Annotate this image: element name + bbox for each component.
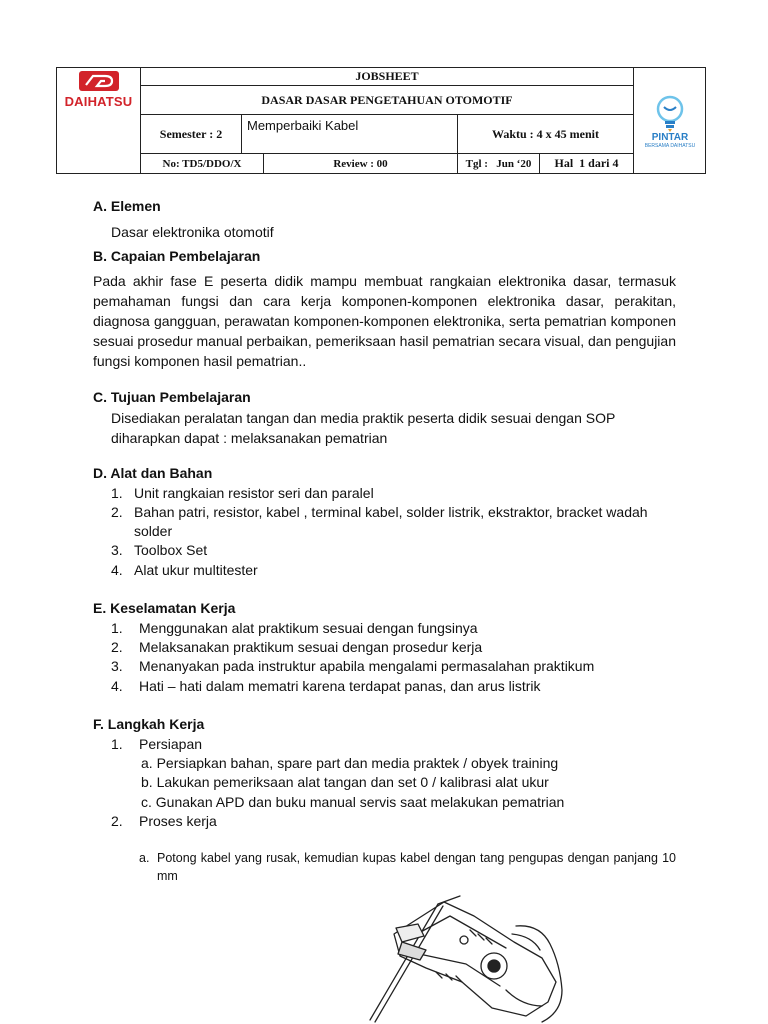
brand-logo-text: DAIHATSU (64, 94, 133, 109)
list-item: Bahan patri, resistor, kabel , terminal kabel, solder listrik, ekstraktor, bracket wadah solder (134, 504, 648, 539)
list-item-number: 1. (111, 620, 123, 636)
section-f-title: F. Langkah Kerja (93, 716, 205, 732)
step-label: Proses kerja (139, 813, 217, 829)
pintar-logo (634, 68, 706, 174)
lightbulb-icon (652, 94, 688, 134)
sub-step: c. Gunakan APD dan buku manual servis saat melakukan pematrian (141, 794, 565, 810)
daihatsu-logo (57, 68, 140, 174)
step-label: Persiapan (139, 736, 203, 752)
section-a-title: A. Elemen (93, 198, 161, 214)
list-item-number: 2. (111, 504, 123, 520)
daihatsu-logo-icon (77, 70, 121, 92)
time: Waktu : 4 x 45 menit (491, 126, 599, 141)
review: Review : 00 (333, 157, 388, 170)
header-table (56, 67, 706, 174)
partner-logo-sub: BERSAMA DAIHATSU (644, 142, 696, 149)
partner-logo-text: PINTAR (651, 131, 689, 143)
list-item: Unit rangkaian resistor seri dan paralel (134, 485, 374, 501)
section-e-title: E. Keselamatan Kerja (93, 600, 236, 616)
list-item: Menanyakan pada instruktur apabila mengalami permasalahan praktikum (139, 658, 595, 674)
sub-step: b. Lakukan pemeriksaan alat tangan dan set 0 / kalibrasi alat ukur (141, 774, 549, 790)
list-item-number: 3. (111, 542, 123, 558)
section-b-text: Pada akhir fase E peserta didik mampu membuat rangkaian elektronika dasar, termasuk pemahaman fungsi dan cara kerja komponen-komponen elektronika dasar, perakitan, diagnosa gangguan, perawatan komponen-komponen elektronika, serta pematrian komponen sesuai prosedur manual perbaikan, pemeriksaan hasil pematrian secara visual, dan pengujian fungsi komponen hasil pematrian.. (93, 273, 676, 369)
section-c-title: C. Tujuan Pembelajaran (93, 389, 251, 405)
course-title: DASAR DASAR PENGETAHUAN OTOMOTIF (261, 92, 513, 107)
wire-stripper-illustration (366, 890, 566, 1024)
list-item-number: 4. (111, 562, 123, 578)
list-item-number: 1. (111, 485, 123, 501)
list-item: Hati – hati dalam mematri karena terdapat panas, dan arus listrik (139, 678, 541, 694)
step-number: 2. (111, 813, 123, 829)
list-item: Alat ukur multitester (134, 562, 258, 578)
topic: Memperbaiki Kabel (247, 117, 359, 133)
section-d-title: D. Alat dan Bahan (93, 465, 213, 481)
list-item: Melaksanakan praktikum sesuai dengan prosedur kerja (139, 639, 483, 655)
section-c-text: Disediakan peralatan tangan dan media praktik peserta didik sesuai dengan SOP diharapkan dapat : melaksanakan pematrian (111, 410, 616, 446)
sub-step: a. Persiapkan bahan, spare part dan media praktek / obyek training (141, 755, 559, 771)
list-item-number: 2. (111, 639, 123, 655)
doc-number: No: TD5/DDO/X (162, 157, 242, 170)
step-number: 1. (111, 736, 123, 752)
semester: Semester : 2 (159, 126, 223, 141)
doc-type: JOBSHEET (355, 69, 419, 83)
date: Tgl : Jun ‘20 (465, 157, 532, 170)
page-number: Hal 1 dari 4 (554, 156, 619, 170)
sub-step-label: a. (139, 851, 150, 865)
sub-step-text: Potong kabel yang rusak, kemudian kupas kabel dengan tang pengupas dengan panjang 10 mm (157, 851, 676, 883)
section-b-title: B. Capaian Pembelajaran (93, 248, 261, 264)
list-item: Toolbox Set (134, 542, 208, 558)
list-item: Menggunakan alat praktikum sesuai dengan fungsinya (139, 620, 478, 636)
list-item-number: 4. (111, 678, 123, 694)
list-item-number: 3. (111, 658, 123, 674)
section-a-text: Dasar elektronika otomotif (111, 224, 274, 240)
